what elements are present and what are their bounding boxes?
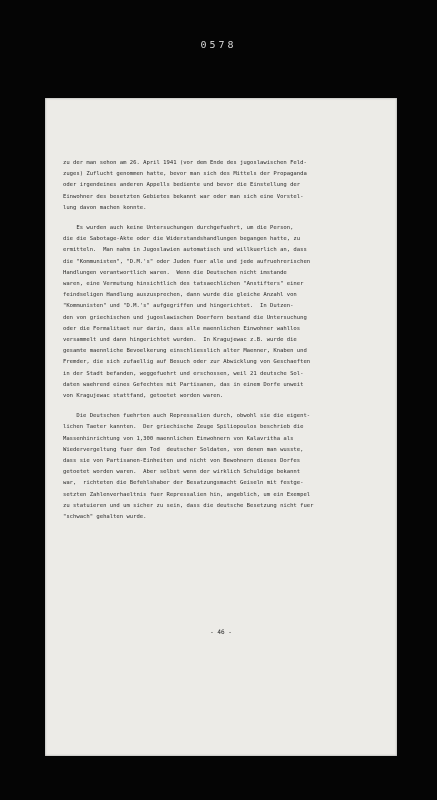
text-line: gesamte maennliche Bevoelkerung einschliesslich alter Maenner, Knaben und bbox=[63, 348, 307, 355]
text-line: feindseligen Handlung auszusprechen, dann wurde die gleiche Anzahl von bbox=[63, 292, 297, 299]
text-line: Einwohner des besetzten Gebietes bekannt war oder man sich eine Vorstel- bbox=[63, 193, 304, 200]
text-line: war, richteten die Befehlshaber der Besatzungsmacht Geiseln mit festge- bbox=[63, 480, 304, 487]
text-line: Massenhinrichtung von 1,300 maennlichen Einwohnern von Kalavritha als bbox=[63, 435, 294, 442]
text-line: zuges) Zuflucht genommen hatte, bevor man sich des Mittels der Propaganda bbox=[63, 171, 307, 178]
text-line: die die Sabotage-Akte oder die Widerstandshandlungen begangen hatte, zu bbox=[63, 236, 301, 243]
document-body bbox=[63, 158, 385, 523]
text-line: Es wurden auch keine Untersuchungen durchgefuehrt, um die Person, bbox=[63, 225, 294, 232]
document-page bbox=[45, 98, 397, 756]
text-line: ermitteln. Man nahm in Jugoslawien automatisch und willkuerlich an, dass bbox=[63, 247, 307, 254]
microfilm-frame-number: 0578 bbox=[200, 40, 237, 51]
text-line: lichen Taeter kannten. Der griechische Zeuge Spiliopoulos beschrieb die bbox=[63, 424, 304, 431]
page-number: - 46 - bbox=[210, 629, 232, 636]
text-line: oder irgendeines anderen Appells bediente und bevor die Einstellung der bbox=[63, 182, 301, 189]
text-line: den von griechischen und jugoslawischen Doerfern bestand die Untersuchung bbox=[63, 314, 307, 321]
text-line: Die Deutschen fuehrten auch Repressalien durch, obwohl sie die eigent- bbox=[63, 413, 311, 420]
paragraph bbox=[63, 411, 385, 523]
text-line: waren, eine Vermutung hinsichtlich des tatsaechlichen "Anstifters" einer bbox=[63, 281, 304, 288]
text-line: Handlungen verantwortlich waren. Wenn die Deutschen nicht imstande bbox=[63, 269, 287, 276]
text-line: von Kragujewac stattfand, getoetet worden waren. bbox=[63, 393, 224, 400]
text-line: in der Stadt befanden, weggefuehrt und erschossen, weil 21 deutsche Sol- bbox=[63, 370, 304, 377]
text-line: "schwach" gehalten wurde. bbox=[63, 514, 147, 521]
text-line: oder die Formalitaet nur darin, dass alle maennlichen Einwohner wahllos bbox=[63, 325, 301, 332]
text-line: lung davon machen konnte. bbox=[63, 204, 147, 211]
text-line: "Kommunisten" und "D.M.'s" aufgegriffen und hingerichtet. In Dutzen- bbox=[63, 303, 294, 310]
text-line: setzten Zahlenverhaeltnis fuer Repressalien hin, angeblich, um ein Exempel bbox=[63, 491, 311, 498]
text-line: dass sie von Partisanen-Einheiten und nicht von Bewohnern dieses Dorfes bbox=[63, 458, 301, 465]
text-line: die "Kommunisten", "D.M.'s" oder Juden fuer alle und jede aufruehrerischen bbox=[63, 258, 311, 265]
text-line: Wiedervergeltung fuer den Tod deutscher Soldaten, von denen man wusste, bbox=[63, 446, 304, 453]
paragraph bbox=[63, 158, 385, 214]
text-line: daten waehrend eines Gefechtes mit Partisanen, das in einem Dorfe unweit bbox=[63, 381, 304, 388]
text-line: getoetet worden waren. Aber selbst wenn der wirklich Schuldige bekannt bbox=[63, 469, 301, 476]
text-line: zu statuieren und um sicher zu sein, dass die deutsche Besetzung nicht fuer bbox=[63, 502, 314, 509]
paragraph bbox=[63, 223, 385, 402]
text-line: zu der man sehon am 26. April 1941 (vor dem Ende des jugoslawischen Feld- bbox=[63, 160, 307, 166]
text-line: Fremder, die sich zufaellig auf Besuch oder zur Abwicklung von Geschaeften bbox=[63, 359, 311, 366]
text-line: versammelt und dann hingerichtet wurden. In Kragujewac z.B. wurde die bbox=[63, 337, 297, 344]
